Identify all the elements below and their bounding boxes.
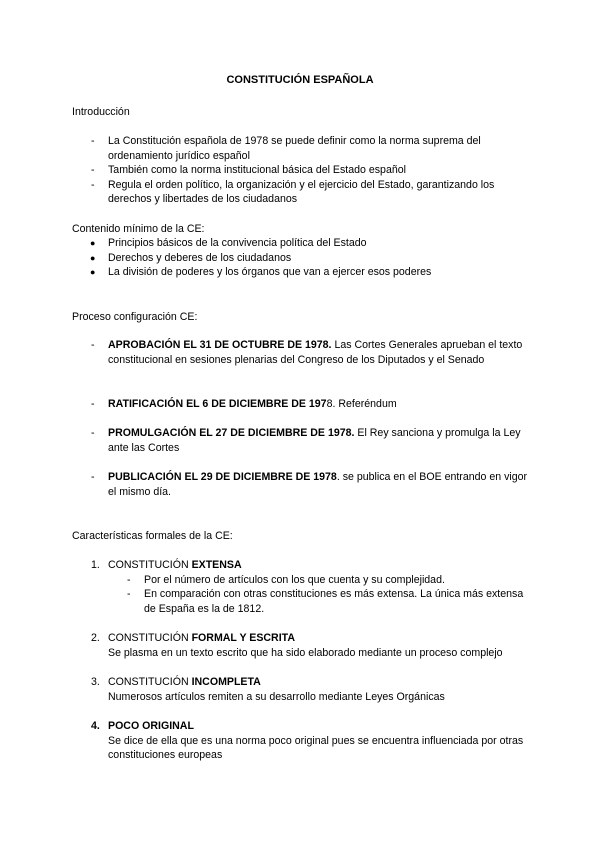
- dash-marker: -: [91, 471, 95, 483]
- number-marker: 1.: [91, 559, 100, 571]
- item-bold: RATIFICACIÓN EL 6 DE DICIEMBRE DE 197: [108, 398, 327, 410]
- item-bold: POCO ORIGINAL: [108, 720, 194, 732]
- proceso-list: [0, 470, 600, 499]
- item-text: Por el número de artículos con los que cuenta y su complejidad.: [144, 573, 445, 586]
- number-marker: 3.: [91, 676, 100, 688]
- number-marker: 4.: [91, 720, 100, 732]
- list-item: [0, 163, 600, 178]
- caracteristicas-item-3: [0, 675, 600, 704]
- item-text: El Rey sanciona y promulga la Ley ante las Cortes: [108, 427, 521, 454]
- item-text: Regula el orden político, la organización y el ejercicio del Estado, garantizando los derechos y libertades de los ciudadanos: [108, 178, 495, 206]
- bullet-icon: ●: [90, 267, 96, 278]
- dash-marker: -: [91, 427, 95, 439]
- item-bold: FORMAL Y ESCRITA: [191, 632, 295, 644]
- list-item: [0, 719, 600, 734]
- sub-item: [0, 573, 600, 588]
- item-text: 8. Referéndum: [326, 398, 397, 410]
- caracteristicas-heading: Características formales de la CE:: [72, 530, 233, 542]
- list-item: [0, 134, 600, 163]
- item-text: La división de poderes y los órganos que van a ejercer esos poderes: [108, 266, 432, 279]
- list-item: [0, 558, 600, 573]
- contenido-heading: Contenido mínimo de la CE:: [72, 223, 205, 235]
- item-text: En comparación con otras constituciones es más extensa. La única más extensa de España es la de 1812.: [144, 588, 524, 615]
- list-item: [0, 265, 600, 280]
- dash-marker: -: [91, 164, 95, 177]
- item-bold: INCOMPLETA: [191, 676, 261, 688]
- contenido-list: [0, 236, 600, 280]
- proceso-list: [0, 426, 600, 455]
- item-text: También como la norma institucional básica del Estado español: [108, 164, 406, 177]
- bullet-icon: ●: [90, 252, 96, 263]
- item-text: Las Cortes Generales aprueban el texto constitucional en sesiones plenarias del Congreso de los Diputados y el Senado: [108, 339, 523, 366]
- caracteristicas-item-4: [0, 719, 600, 763]
- dash-marker: -: [91, 178, 95, 191]
- item-bold: APROBACIÓN EL 31 DE OCTUBRE DE 1978.: [108, 339, 332, 351]
- dash-marker: -: [127, 588, 131, 601]
- item-description: Se plasma en un texto escrito que ha sido elaborado mediante un proceso complejo: [108, 646, 503, 659]
- list-item: [0, 236, 600, 251]
- item-text: . se publica en el BOE entrando en vigor el mismo día.: [108, 471, 528, 498]
- list-item: [0, 631, 600, 646]
- sub-item: [0, 587, 600, 616]
- list-item: [0, 426, 600, 455]
- item-text: Derechos y deberes de los ciudadanos: [108, 251, 292, 264]
- item-text: Principios básicos de la convivencia política del Estado: [108, 237, 367, 249]
- proceso-heading: Proceso configuración CE:: [72, 311, 198, 323]
- list-item: [0, 251, 600, 266]
- proceso-list: [0, 397, 600, 412]
- list-item: [0, 397, 600, 412]
- number-marker: 2.: [91, 632, 100, 644]
- introduccion-list: [0, 134, 600, 207]
- item-bold: PROMULGACIÓN EL 27 DE DICIEMBRE DE 1978.: [108, 427, 355, 439]
- caracteristicas-item-1: [0, 558, 600, 616]
- item-bold: EXTENSA: [191, 559, 242, 571]
- list-item: [0, 338, 600, 367]
- dash-marker: -: [91, 135, 95, 147]
- item-prefix: CONSTITUCIÓN: [108, 632, 192, 644]
- dash-marker: -: [127, 573, 131, 586]
- caracteristicas-item-2: [0, 631, 600, 660]
- introduccion-heading: Introducción: [72, 106, 130, 118]
- item-text: La Constitución española de 1978 se puede definir como la norma suprema del ordenamiento jurídico español: [108, 135, 481, 162]
- item-prefix: CONSTITUCIÓN: [108, 559, 192, 571]
- list-item: [0, 675, 600, 690]
- dash-marker: -: [91, 339, 95, 351]
- list-item: [0, 470, 600, 499]
- proceso-list: [0, 338, 600, 367]
- dash-marker: -: [91, 398, 95, 410]
- bullet-icon: ●: [90, 238, 96, 248]
- item-description: Se dice de ella que es una norma poco original pues se encuentra influenciada por otras constituciones europeas: [108, 734, 524, 762]
- page-title: CONSTITUCIÓN ESPAÑOLA: [226, 74, 374, 86]
- list-item: [0, 178, 600, 207]
- item-prefix: CONSTITUCIÓN: [108, 676, 192, 688]
- item-description: Numerosos artículos remiten a su desarrollo mediante Leyes Orgánicas: [108, 690, 445, 703]
- item-bold: PUBLICACIÓN EL 29 DE DICIEMBRE DE 1978: [108, 471, 337, 483]
